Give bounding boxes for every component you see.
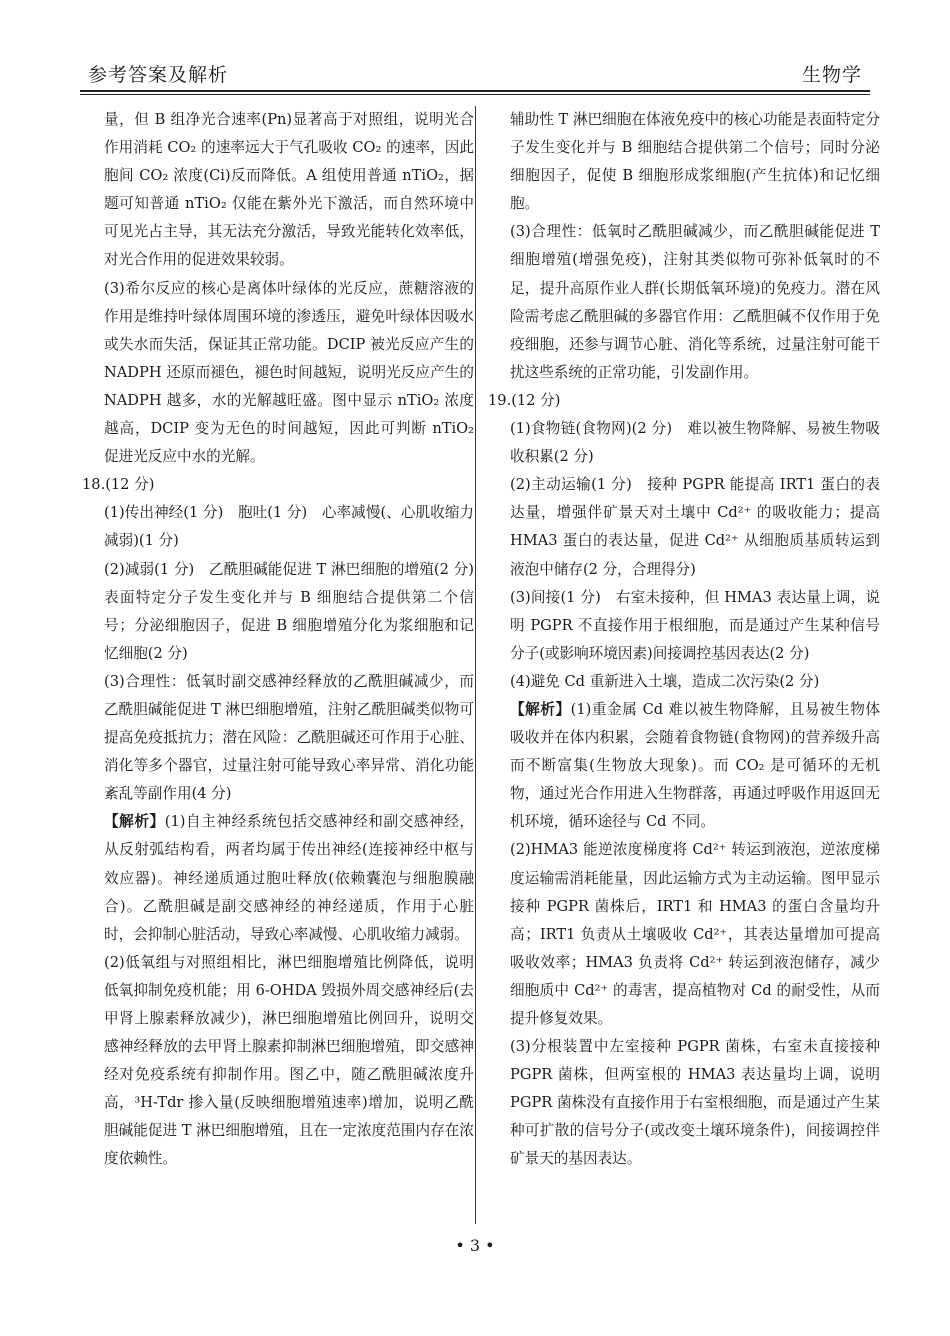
answer-paragraph: (2)减弱(1 分) 乙酰胆碱能促进 T 淋巴细胞的增殖(2 分) 表面特定分子发生变化并与 B 细胞结合提供第二个信号；分泌细胞因子，促进 B 细胞增殖分化为浆细胞和记忆细胞(2 分) (104, 560, 489, 662)
page-header (80, 58, 870, 92)
header-subject: 生物学 (801, 64, 862, 86)
answer-paragraph: (1)传出神经(1 分) 胞吐(1 分) 心率减慢(、心肌收缩力减弱)(1 分) (104, 504, 474, 550)
analysis-text: (1)重金属 Cd 难以被生物降解，且易被生物体吸收并在体内积累，会随着食物链(食物网)的营养级升高而不断富集(生物放大现象)。而 CO₂ 是可循环的无机物，通过光合作用进入生物群落，再通过呼吸作用返回无机环境，循环途径与 Cd 不同。 (510, 700, 880, 831)
answer-paragraph: (3)希尔反应的核心是离体叶绿体的光反应，蔗糖溶液的作用是维持叶绿体周围环境的渗透压，避免叶绿体因吸水或失水而失活，保证其正常功能。DCIP 被光反应产生的 NADPH 还原而褪色，褪色时间越短，说明光反应产生的 NADPH 越多，水的光解越旺盛。图中显示 nTiO₂ 浓度越高，DCIP 变为无色的时间越短，因此可判断 nTiO₂ 促进光反应中水的光解。 (104, 279, 474, 466)
answer-paragraph: (1)食物链(食物网)(2 分) 难以被生物降解、易被生物吸收积累(2 分) (510, 420, 880, 466)
header-rule-thin (80, 94, 870, 95)
page-number: • 3 • (455, 1236, 495, 1255)
analysis-paragraph (488, 696, 880, 836)
answer-paragraph: (3)分根装置中左室接种 PGPR 菌株，右室未直接接种 PGPR 菌株，但两室根的 HMA3 表达量均上调，说明 PGPR 菌株没有直接作用于右室根细胞，而是通过产生某种可扩散的信号分子(或改变土壤环境条件)，间接调控伴矿景天的基因表达。 (510, 1038, 880, 1168)
question-number: 18.(12 分) (82, 476, 155, 494)
answer-paragraph: (2)主动运输(1 分) 接种 PGPR 能提高 IRT1 蛋白的表达量，增强伴矿景天对土壤中 Cd²⁺ 的吸收能力；提高 HMA3 蛋白的表达量，促进 Cd²⁺ 从细胞质基质转运到液泡中储存(2 分，合理得分) (510, 476, 880, 578)
answer-paragraph: 量，但 B 组净光合速率(Pn)显著高于对照组，说明光合作用消耗 CO₂ 的速率远大于气孔吸收 CO₂ 的速率，因此胞间 CO₂ 浓度(Ci)反而降低。A 组使用普通 nTiO₂，据题可知普通 nTiO₂ 仅能在紫外光下激活，而自然环境中可见光占主导，其无法充分激活，导致光能转化效率低，对光合作用的促进效果较弱。 (104, 111, 474, 269)
answer-paragraph: (3)间接(1 分) 右室未接种，但 HMA3 表达量上调，说明 PGPR 不直接作用于根细胞，而是通过产生某种信号分子(或影响环境因素)间接调控基因表达(2 分) (510, 588, 880, 662)
answer-paragraph: (3)合理性：低氧时副交感神经释放的乙酰胆碱减少，而乙酰胆碱能促进 T 淋巴细胞增殖，注射乙酰胆碱类似物可提高免疫抵抗力；潜在风险：乙酰胆碱还可作用于心脏、消化等多个器官，过量注射可能导致心率异常、消化功能紊乱等副作用(4 分) (104, 672, 474, 803)
analysis-label: 【解析】 (104, 813, 165, 831)
left-column (82, 106, 489, 1174)
answer-paragraph: (2)HMA3 能逆浓度梯度将 Cd²⁺ 转运到液泡，逆浓度梯度运输需消耗能量，因此运输方式为主动运输。图甲显示接种 PGPR 菌株后，IRT1 和 HMA3 的蛋白含量均升高；IRT1 负责从土壤吸收 Cd²⁺，其表达量增加可提高吸收效率；HMA3 负责将 Cd²⁺ 转运到液泡储存，减少细胞质中 Cd²⁺ 的毒害，提高植物对 Cd 的耐受性，从而提升修复效果。 (510, 841, 880, 1027)
question-number: 19.(12 分) (488, 391, 561, 409)
analysis-paragraph (82, 808, 474, 948)
answer-paragraph: (4)避免 Cd 重新进入土壤，造成二次污染(2 分) (510, 672, 820, 690)
answer-paragraph: (2)低氧组与对照组相比，淋巴细胞增殖比例降低，说明低氧抑制免疫机能；用 6-OHDA 毁损外周交感神经后(去甲肾上腺素释放减少)，淋巴细胞增殖比例回升，说明交感神经释放的去甲肾上腺素抑制淋巴细胞增殖，即交感神经对免疫系统有抑制作用。图乙中，随乙酰胆碱浓度升高，³H-Tdr 掺入量(反映细胞增殖速率)增加，说明乙酰胆碱能促进 T 淋巴细胞增殖，且在一定浓度范围内存在浓度依赖性。 (104, 953, 474, 1168)
header-book-title: 参考答案及解析 (88, 64, 229, 86)
right-column (488, 106, 880, 1174)
answer-paragraph: (3)合理性：低氧时乙酰胆碱减少，而乙酰胆碱能促进 T 细胞增殖(增强免疫)，注射其类似物可弥补低氧时的不足，提升高原作业人群(长期低氧环境)的免疫力。潜在风险需考虑乙酰胆碱的多器官作用：乙酰胆碱不仅作用于免疫细胞，还参与调节心脏、消化等系统，过量注射可能干扰这些系统的正常功能，引发副作用。 (510, 223, 880, 381)
answer-paragraph: 辅助性 T 淋巴细胞在体液免疫中的核心功能是表面特定分子发生变化并与 B 细胞结合提供第二个信号；同时分泌细胞因子，促使 B 细胞形成浆细胞(产生抗体)和记忆细胞。 (510, 111, 880, 213)
analysis-label: 【解析】 (510, 700, 571, 718)
header-rule-thick (80, 90, 870, 92)
analysis-text: (1)自主神经系统包括交感神经和副交感神经，从反射弧结构看，两者均属于传出神经(连接神经中枢与效应器)。神经递质通过胞吐释放(依赖囊泡与细胞膜融合)。乙酰胆碱是副交感神经的神经递质，作用于心脏时，会抑制心脏活动，导致心率减慢、心肌收缩力减弱。 (104, 813, 474, 943)
column-divider (475, 106, 476, 1224)
